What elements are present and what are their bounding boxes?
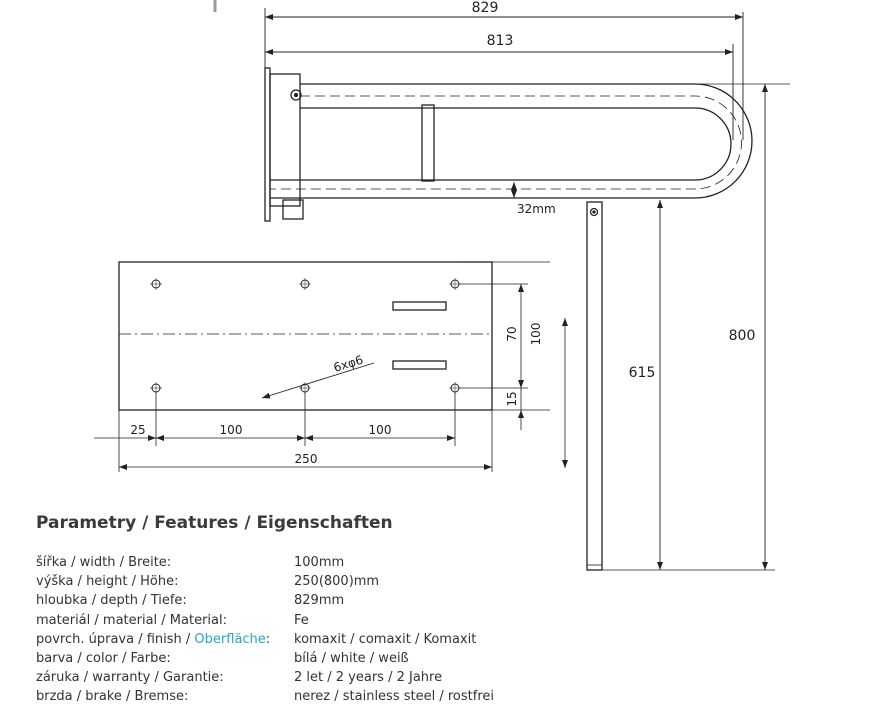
spec-value: 829mm [294,593,345,609]
plate-slot-lower [393,361,446,369]
spec-value: 100mm [294,555,345,570]
spec-label: povrch. úprava / finish / Oberfläche: [36,631,271,647]
spec-value: 250(800)mm [294,574,380,590]
spec-label: šířka / width / Breite: [36,555,172,570]
spec-value: Fe [294,612,309,628]
bar-inner [270,108,731,180]
spec-value: bílá / white / weiß [294,650,409,666]
dim-800: 800 [728,328,756,344]
plate-slot-upper [393,302,446,310]
spec-label: brzda / brake / Bremse: [36,689,189,705]
dim-615: 615 [628,365,656,381]
dim-100-left: 100 [219,423,243,437]
bar-strut [422,105,434,181]
spec-value: nerez / stainless steel / rostfrei [294,689,494,705]
bar-centerline [270,96,742,189]
spec-label: záruka / warranty / Garantie: [36,670,224,686]
spec-value: 2 let / 2 years / 2 Jahre [294,670,443,686]
spec-label: výška / height / Höhe: [36,574,179,590]
hole-top-center [299,278,311,290]
dim-25: 25 [130,423,146,437]
spec-label: materiál / material / Material: [36,612,228,628]
support-leg [587,202,602,570]
dim-250: 250 [294,452,318,466]
features-title: Parametry / Features / Eigenschaften [36,513,393,533]
bar-outer [270,84,752,198]
mounting-holes [150,278,461,394]
dim-tube-diameter: 32mm [517,202,556,216]
spec-label: hloubka / depth / Tiefe: [36,593,187,609]
dim-813: 813 [486,33,514,49]
dim-100-right: 100 [368,423,392,437]
dim-70: 70 [505,326,519,342]
spec-value: komaxit / comaxit / Komaxit [294,631,477,647]
wall-plate [265,68,270,221]
dim-829: 829 [471,0,499,16]
dim-100-vertical: 100 [529,322,543,346]
dim-hole-label: 6xφ6 [331,352,365,375]
grab-bar-side-view [265,68,752,570]
hole-top-right [449,278,461,290]
dim-15: 15 [505,391,519,407]
hole-top-left [150,278,162,290]
spec-label: barva / color / Farbe: [36,650,171,666]
highlighted-term: Oberfläche [194,631,266,647]
